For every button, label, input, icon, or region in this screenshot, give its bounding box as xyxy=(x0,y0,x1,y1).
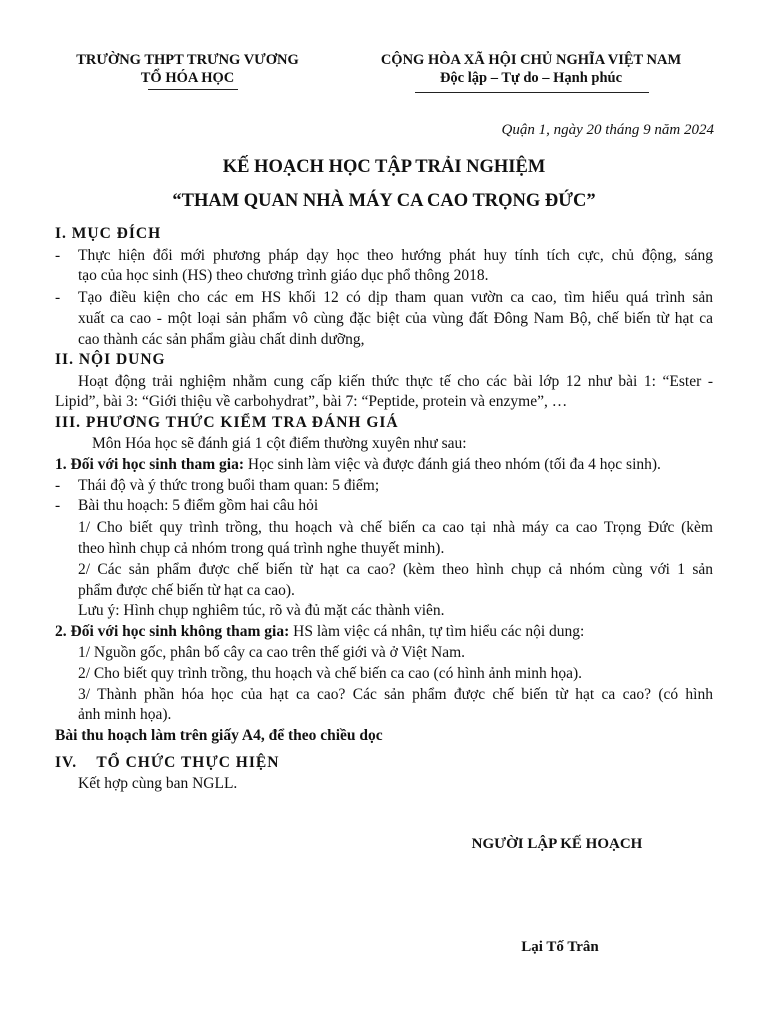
document-title: KẾ HOẠCH HỌC TẬP TRẢI NGHIỆM xyxy=(222,157,546,177)
bullet-dash: - xyxy=(55,497,61,514)
national-motto: Độc lập – Tự do – Hạnh phúc xyxy=(439,70,623,86)
country-name: CỘNG HÒA XÃ HỘI CHỦ NGHĨA VIỆT NAM xyxy=(380,52,682,68)
question-1-line-2: theo hình chụp cả nhóm trong quá trình nghe thuyết minh). xyxy=(78,540,445,557)
purpose-item-2-line-2: xuất ca cao - một loại sản phẩm vô cùng đặc biệt của vùng đất Đông Nam Bộ, chế biến từ hạt ca xyxy=(78,310,713,327)
photo-note: Lưu ý: Hình chụp nghiêm túc, rõ và đủ mặt các thành viên. xyxy=(78,602,445,619)
school-name: TRƯỜNG THPT TRƯNG VƯƠNG xyxy=(76,52,299,68)
group-2-label: 2. Đối với học sinh không tham gia: xyxy=(55,623,290,640)
purpose-item-1-line-1: Thực hiện đổi mới phương pháp dạy học theo hướng phát huy tính tích cực, chủ động, sáng xyxy=(78,247,713,264)
department-underline xyxy=(148,89,238,90)
group-1-criterion-2: Bài thu hoạch: 5 điểm gồm hai câu hỏi xyxy=(78,497,319,514)
question-2-line-2: phẩm được chế biến từ hạt ca cao). xyxy=(78,582,295,599)
paper-format-note: Bài thu hoạch làm trên giấy A4, để theo chiều dọc xyxy=(55,727,383,744)
group-2-question-1: 1/ Nguồn gốc, phân bố cây ca cao trên thế giới và ở Việt Nam. xyxy=(78,644,466,661)
group-2-question-2: 2/ Cho biết quy trình trồng, thu hoạch và chế biến ca cao (có hình ảnh minh họa). xyxy=(78,665,583,682)
motto-underline xyxy=(415,92,649,93)
content-paragraph-line-2: Lipid”, bài 3: “Giới thiệu về carbohydrat”, bài 7: “Peptide, protein và enzyme”, … xyxy=(55,393,568,410)
assessment-intro: Môn Hóa học sẽ đánh giá 1 cột điểm thường xuyên như sau: xyxy=(92,435,467,452)
group-2-text: HS làm việc cá nhân, tự tìm hiểu các nội dung: xyxy=(289,623,585,640)
group-2-question-3-line-2: ảnh minh họa). xyxy=(78,706,172,723)
bullet-dash: - xyxy=(55,289,61,306)
department-name: TỔ HÓA HỌC xyxy=(140,70,235,86)
purpose-item-2-line-1: Tạo điều kiện cho các em HS khối 12 có dịp tham quan vườn ca cao, tìm hiểu quá trình sản xyxy=(78,289,713,306)
document-subtitle: “THAM QUAN NHÀ MÁY CA CAO TRỌNG ĐỨC” xyxy=(172,191,596,211)
group-1-line xyxy=(55,455,713,475)
section-heading-organization: IV. TỔ CHỨC THỰC HIỆN xyxy=(55,754,280,771)
group-1-text: Học sinh làm việc và được đánh giá theo nhóm (tối đa 4 học sinh). xyxy=(244,456,661,473)
organization-text: Kết hợp cùng ban NGLL. xyxy=(78,775,238,792)
group-2-line xyxy=(55,622,713,642)
section-heading-assessment: III. PHƯƠNG THỨC KIỂM TRA ĐÁNH GIÁ xyxy=(55,414,399,431)
bullet-dash: - xyxy=(55,247,61,264)
section-heading-purpose: I. MỤC ĐÍCH xyxy=(55,225,162,242)
purpose-item-1-line-2: tạo của học sinh (HS) theo chương trình giáo dục phổ thông 2018. xyxy=(78,267,489,284)
question-2-line-1: 2/ Các sản phẩm được chế biến từ hạt ca cao? (kèm theo hình chụp cả nhóm cùng với 1 sản xyxy=(78,561,713,578)
bullet-dash: - xyxy=(55,477,61,494)
signature-name: Lại Tố Trân xyxy=(521,939,599,955)
date-line: Quận 1, ngày 20 tháng 9 năm 2024 xyxy=(501,122,714,138)
purpose-item-2-line-3: cao thành các sản phẩm giàu chất dinh dưỡng, xyxy=(78,331,365,348)
group-1-label: 1. Đối với học sinh tham gia: xyxy=(55,456,245,473)
question-1-line-1: 1/ Cho biết quy trình trồng, thu hoạch và chế biến ca cao tại nhà máy ca cao Trọng Đức (kèm xyxy=(78,519,713,536)
content-paragraph-line-1: Hoạt động trải nghiệm nhằm cung cấp kiến thức thực tế cho các bài lớp 12 như bài 1: “Ester - xyxy=(78,373,713,390)
signature-role: NGƯỜI LẬP KẾ HOẠCH xyxy=(471,836,643,852)
group-2-question-3-line-1: 3/ Thành phần hóa học của hạt ca cao? Các sản phẩm được chế biến từ hạt ca cao? (có hình xyxy=(78,686,713,703)
section-heading-content: II. NỘI DUNG xyxy=(55,351,166,368)
group-1-criterion-1: Thái độ và ý thức trong buổi tham quan: 5 điểm; xyxy=(78,477,380,494)
